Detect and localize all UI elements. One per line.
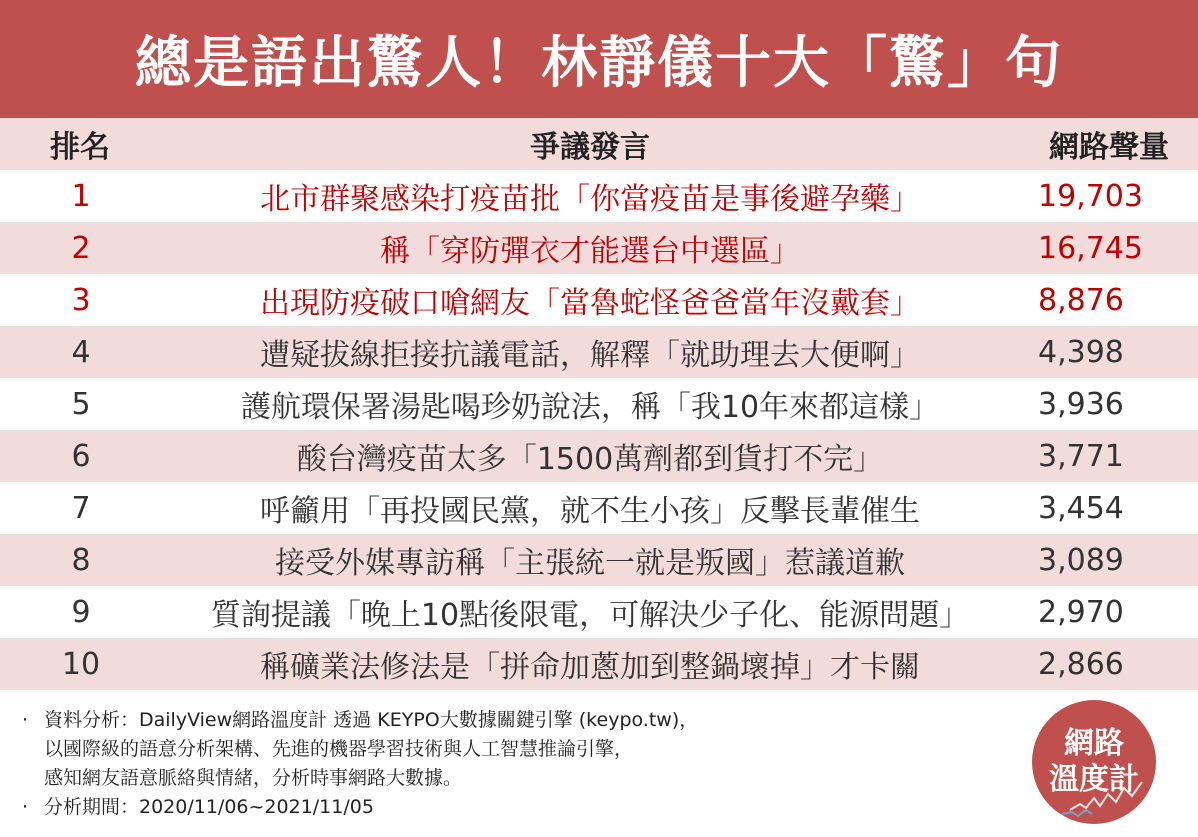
row-rank: 10 xyxy=(0,638,160,690)
table-row xyxy=(0,170,1198,222)
row-quote: 呼籲用「再投國民黨，就不生小孩」反擊長輩催生 xyxy=(160,482,1020,534)
header-quote: 爭議發言 xyxy=(160,118,1020,170)
row-volume: 3,089 xyxy=(1020,534,1198,586)
row-rank: 1 xyxy=(0,170,160,222)
analysis-period: 分析期間：2020/11/06~2021/11/05 xyxy=(44,796,374,818)
row-volume: 8,876 xyxy=(1020,274,1198,326)
row-volume: 4,398 xyxy=(1020,326,1198,378)
row-quote: 出現防疫破口嗆網友「當魯蛇怪爸爸當年沒戴套」 xyxy=(160,274,1020,326)
table-row xyxy=(0,378,1198,430)
row-volume: 2,866 xyxy=(1020,638,1198,690)
bullet-point: · xyxy=(22,796,29,818)
row-quote: 稱礦業法修法是「拼命加蔥加到整鍋壞掉」才卡關 xyxy=(160,638,1020,690)
row-rank: 2 xyxy=(0,222,160,274)
header-volume: 網路聲量 xyxy=(1020,118,1198,170)
row-quote: 酸台灣疫苗太多「1500萬劑都到貨打不完」 xyxy=(160,430,1020,482)
row-volume: 19,703 xyxy=(1020,170,1198,222)
table-row xyxy=(0,274,1198,326)
bullet-point: · xyxy=(22,709,29,731)
row-quote: 北市群聚感染打疫苗批「你當疫苗是事後避孕藥」 xyxy=(160,170,1020,222)
row-rank: 9 xyxy=(0,586,160,638)
source-text-1: 資料分析：DailyView網路溫度計 透過 KEYPO大數據關鍵引擎 (keypo.tw)， xyxy=(44,709,699,731)
ranking-table xyxy=(0,118,1198,690)
row-rank: 4 xyxy=(0,326,160,378)
row-rank: 6 xyxy=(0,430,160,482)
table-header-row xyxy=(0,118,1198,170)
row-rank: 3 xyxy=(0,274,160,326)
table-row xyxy=(0,430,1198,482)
row-volume: 2,970 xyxy=(1020,586,1198,638)
row-quote: 護航環保署湯匙喝珍奶說法，稱「我10年來都這樣」 xyxy=(160,378,1020,430)
source-text-3: 感知網友語意脈絡與情緒，分析時事網路大數據。 xyxy=(44,767,463,789)
row-volume: 3,936 xyxy=(1020,378,1198,430)
table-row xyxy=(0,482,1198,534)
source-line xyxy=(22,706,1002,735)
row-rank: 8 xyxy=(0,534,160,586)
logo-text-line2: 溫度計 xyxy=(1049,762,1139,797)
table-row xyxy=(0,326,1198,378)
row-quote: 質詢提議「晚上10點後限電，可解決少子化、能源問題」 xyxy=(160,586,1020,638)
source-text-2: 以國際級的語意分析架構、先進的機器學習技術與人工智慧推論引擎， xyxy=(44,738,634,760)
period-line xyxy=(22,793,1002,822)
source-notes xyxy=(22,706,1002,822)
dailyview-logo xyxy=(1032,700,1156,824)
row-volume: 16,745 xyxy=(1020,222,1198,274)
table-row xyxy=(0,586,1198,638)
table-row xyxy=(0,222,1198,274)
table-row xyxy=(0,638,1198,690)
row-rank: 5 xyxy=(0,378,160,430)
header-rank: 排名 xyxy=(0,118,160,170)
logo-text-line1: 網路 xyxy=(1064,726,1124,761)
page-title: 總是語出驚人！林靜儀十大「驚」句 xyxy=(0,0,1198,118)
table-row xyxy=(0,534,1198,586)
row-quote: 接受外媒專訪稱「主張統一就是叛國」惹議道歉 xyxy=(160,534,1020,586)
row-volume: 3,771 xyxy=(1020,430,1198,482)
row-volume: 3,454 xyxy=(1020,482,1198,534)
row-rank: 7 xyxy=(0,482,160,534)
row-quote: 稱「穿防彈衣才能選台中選區」 xyxy=(160,222,1020,274)
row-quote: 遭疑拔線拒接抗議電話，解釋「就助理去大便啊」 xyxy=(160,326,1020,378)
